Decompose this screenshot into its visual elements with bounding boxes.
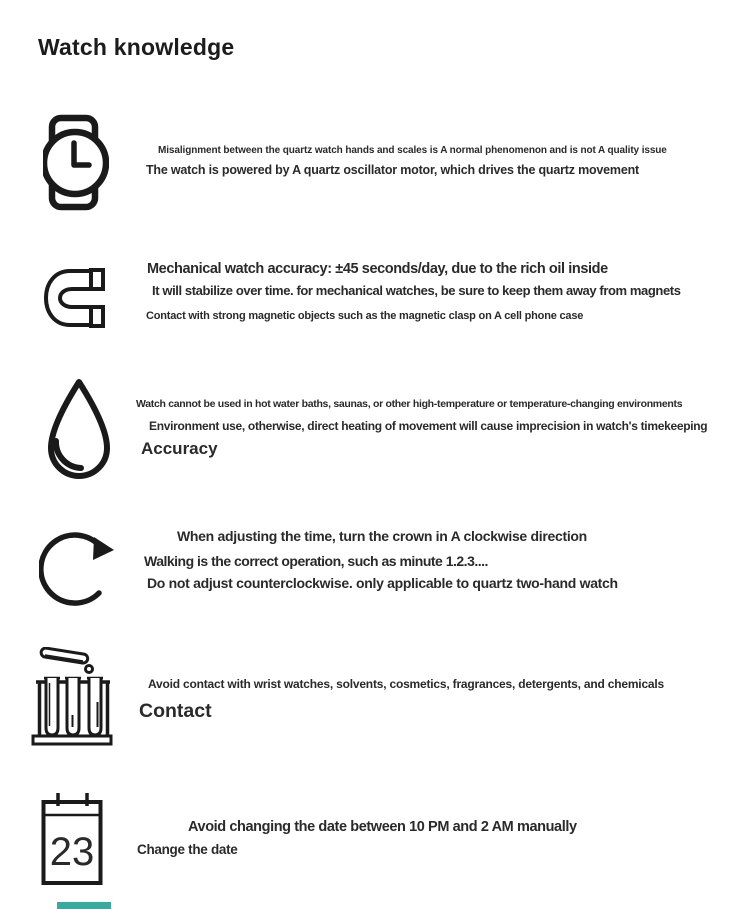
accuracy-heading: Accuracy <box>141 439 218 458</box>
date-line-1: Avoid changing the date between 10 PM and 2 AM manually <box>188 819 577 835</box>
date-line-2: Change the date <box>137 842 238 857</box>
quartz-note-line: Misalignment between the quartz watch hands and scales is A normal phenomenon and is not A quality issue <box>158 145 667 156</box>
crown-line-3: Do not adjust counterclockwise. only applicable to quartz two-hand watch <box>147 575 618 591</box>
calendar-day-number: 23 <box>49 830 95 874</box>
wristwatch-icon <box>43 113 109 211</box>
page-title: Watch knowledge <box>38 34 235 60</box>
teal-accent-bar-partial <box>57 902 111 909</box>
crown-line-2: Walking is the correct operation, such as minute 1.2.3.... <box>144 553 488 569</box>
test-tubes-icon <box>28 647 116 749</box>
magnet-icon <box>42 267 106 331</box>
contact-heading: Contact <box>139 700 212 722</box>
temperature-line-2: Environment use, otherwise, direct heating of movement will cause imprecision in watch's timekeeping <box>149 419 708 433</box>
magnet-line-2: It will stabilize over time. for mechanical watches, be sure to keep them away from magnets <box>152 283 681 298</box>
quartz-main-line: The watch is powered by A quartz oscillator motor, which drives the quartz movement <box>146 163 639 177</box>
temperature-line-1: Watch cannot be used in hot water baths, saunas, or other high-temperature or temperature-changing environments <box>136 398 683 410</box>
clockwise-arrow-icon <box>39 523 115 607</box>
magnet-headline: Mechanical watch accuracy: ±45 seconds/day, due to the rich oil inside <box>147 261 608 277</box>
magnet-line-3: Contact with strong magnetic objects such as the magnetic clasp on A cell phone case <box>146 310 584 322</box>
water-drop-icon <box>44 377 114 481</box>
chemicals-line-1: Avoid contact with wrist watches, solvents, cosmetics, fragrances, detergents, and chemicals <box>148 677 664 691</box>
crown-line-1: When adjusting the time, turn the crown in A clockwise direction <box>177 528 587 544</box>
calendar-icon <box>40 791 104 887</box>
